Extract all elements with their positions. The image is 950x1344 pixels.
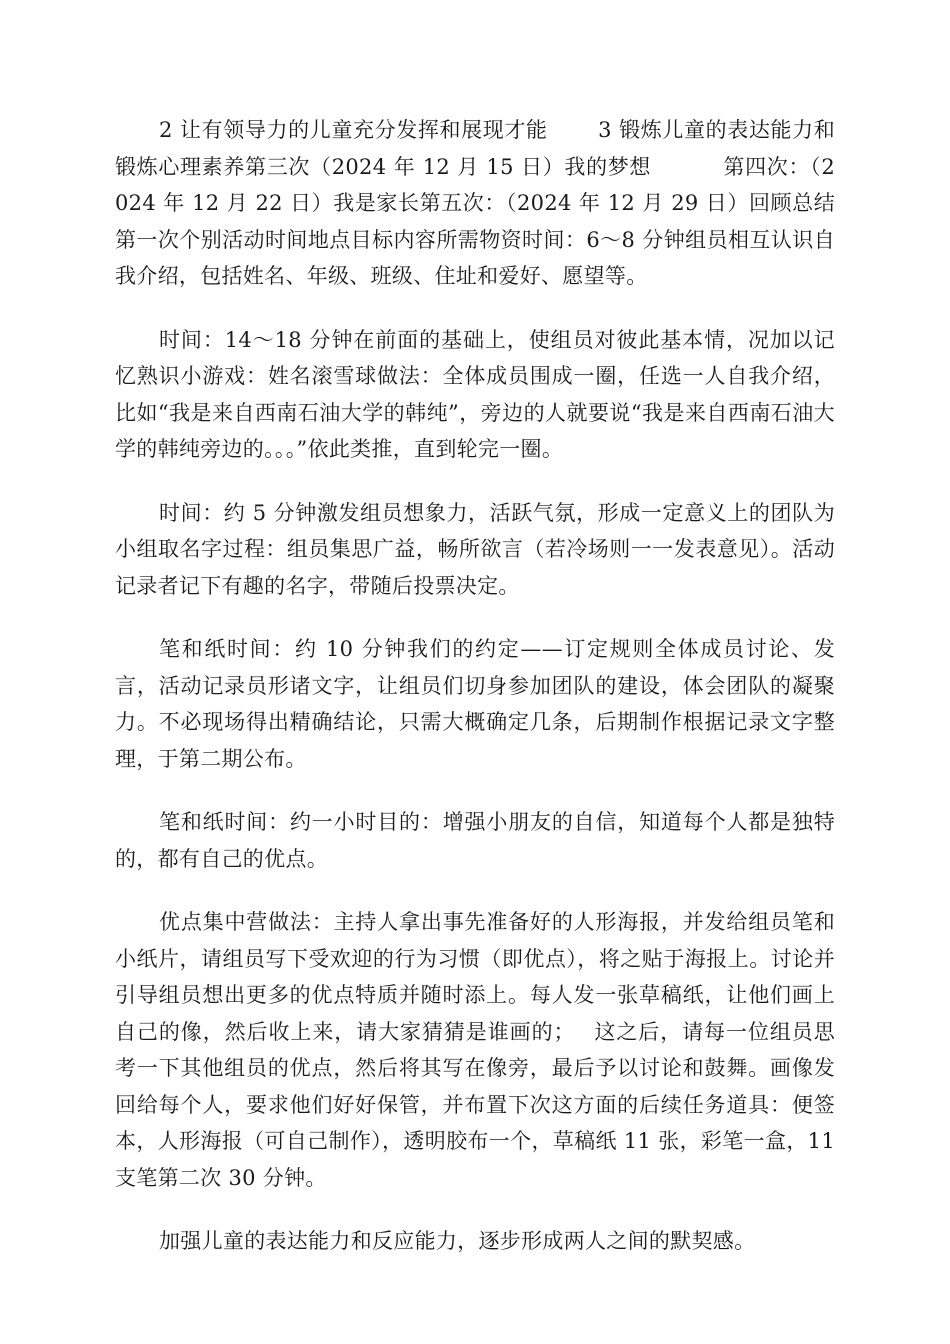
paragraph-7: 加强儿童的表达能力和反应能力，逐步形成两人之间的默契感。: [159, 1229, 756, 1253]
paragraph-1: 2 让有领导力的儿童充分发挥和展现才能 3 锻炼儿童的表达能力和锻炼心理素养第三次（2024 年 12 月 15 日）我的梦想 第四次：（2024 年 12 月 22 日）我是家长第五次：（2024 年 12 月 29 日）回顾总结第一次个别活动时间地点目标内容所需物资时间：6～8 分钟组员相互认识自我介绍，包括姓名、年级、班级、住址和爱好、愿望等。: [115, 118, 835, 288]
paragraph-6: 优点集中营做法：主持人拿出事先准备好的人形海报，并发给组员笔和小纸片，请组员写下受欢迎的行为习惯（即优点），将之贴于海报上。讨论并引导组员想出更多的优点特质并随时添上。每人发一张草稿纸，让他们画上自己的像，然后收上来，请大家猜猜是谁画的； 这之后，请每一位组员思考一下其他组员的优点，然后将其写在像旁，最后予以讨论和鼓舞。画像发回给每个人，要求他们好好保管，并布置下次这方面的后续任务道具：便签本，人形海报（可自己制作），透明胶布一个，草稿纸 11 张，彩笔一盒，11 支笔第二次 30 分钟。: [115, 910, 835, 1190]
paragraph-3: 时间：约 5 分钟激发组员想象力，活跃气氛，形成一定意义上的团队为小组取名字过程：组员集思广益，畅所欲言（若冷场则一一发表意见）。活动记录者记下有趣的名字，带随后投票决定。: [115, 500, 835, 598]
paragraph-4: 笔和纸时间：约 10 分钟我们的约定——订定规则全体成员讨论、发言，活动记录员形诸文字，让组员们切身参加团队的建设，体会团队的凝聚力。不必现场得出精确结论，只需大概确定几条，后期制作根据记录文字整理，于第二期公布。: [115, 637, 835, 771]
paragraph-2: 时间：14～18 分钟在前面的基础上，使组员对彼此基本情，况加以记忆熟识小游戏：姓名滚雪球做法：全体成员围成一圈，任选一人自我介绍，比如“我是来自西南石油大学的韩纯”，旁边的人就要说“我是来自西南石油大学的韩纯旁边的。。。”依此类推，直到轮完一圈。: [115, 327, 835, 461]
document-body: [115, 112, 835, 1287]
paragraph-5: 笔和纸时间：约一小时目的：增强小朋友的自信，知道每个人都是独特的，都有自己的优点。: [115, 810, 835, 871]
